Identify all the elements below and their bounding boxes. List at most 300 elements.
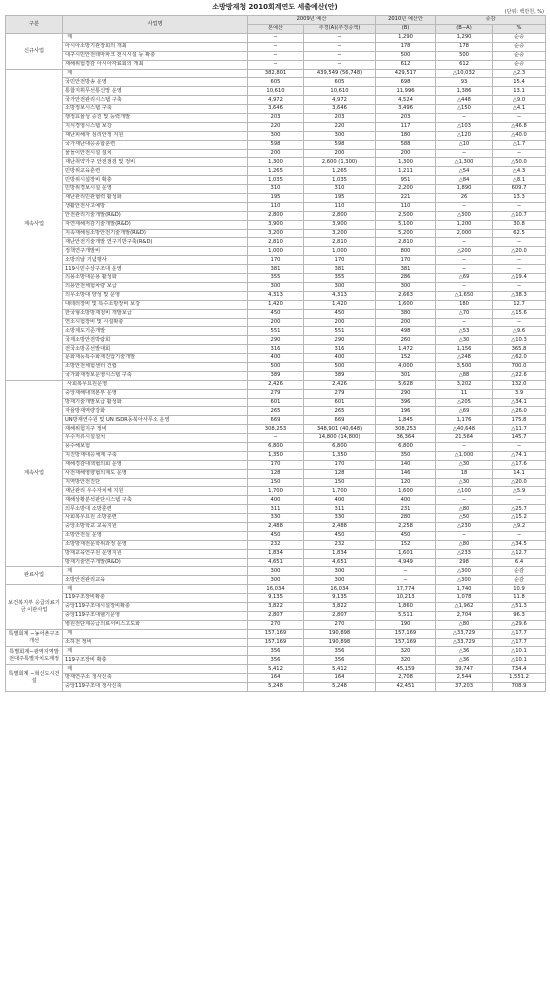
supplementary-budget-cell: 1,035: [304, 176, 376, 185]
request-2010-cell: 5,100: [376, 220, 436, 229]
project-name-cell: UN방재연수원 및 UN ISDR동북아사무소 운영: [63, 416, 248, 425]
pct-cell: △8.1: [493, 176, 546, 185]
original-budget-cell: −: [248, 60, 304, 69]
project-name-cell: 소방의날 기념행사: [63, 256, 248, 265]
table-row: [6, 51, 546, 60]
supplementary-budget-cell: 4,651: [304, 558, 376, 567]
request-2010-cell: 180: [376, 131, 436, 140]
pct-cell: △15.6: [493, 309, 546, 318]
pct-cell: 10.9: [493, 585, 546, 594]
original-budget-cell: 203: [248, 114, 304, 123]
table-row: [6, 105, 546, 114]
project-name-cell: 재해위험경감 아시아각료회의 개최: [63, 60, 248, 69]
pct-cell: 30.8: [493, 220, 546, 229]
table-row: [6, 34, 546, 43]
diff-cell: 2,544: [436, 674, 493, 683]
diff-cell: △40,648: [436, 425, 493, 434]
diff-cell: 39,747: [436, 665, 493, 674]
pct-cell: △10.3: [493, 336, 546, 345]
project-name-cell: 자연재해저감기술개발(R&D): [63, 220, 248, 229]
project-name-cell: 중앙119구조대시설장비확충: [63, 603, 248, 612]
supplementary-budget-cell: 110: [304, 202, 376, 211]
request-2010-cell: 400: [376, 496, 436, 505]
table-row: [6, 122, 546, 131]
table-row: [6, 318, 546, 327]
pct-cell: 734.4: [493, 665, 546, 674]
request-2010-cell: 1,472: [376, 345, 436, 354]
request-2010-cell: 320: [376, 656, 436, 665]
table-row: [6, 149, 546, 158]
request-2010-cell: 300: [376, 282, 436, 291]
original-budget-cell: 669: [248, 416, 304, 425]
request-2010-cell: 1,300: [376, 158, 436, 167]
pct-cell: △20.0: [493, 247, 546, 256]
project-name-cell: 대테러장비 및 특수소방장비 보강: [63, 300, 248, 309]
diff-cell: △233: [436, 549, 493, 558]
diff-cell: △10: [436, 140, 493, 149]
project-name-cell: 재해경감대책협의회 운영: [63, 460, 248, 469]
project-name-cell: 방재연구소 청사신축: [63, 674, 248, 683]
supplementary-budget-cell: 200: [304, 149, 376, 158]
pct-cell: △4.1: [493, 105, 546, 114]
pct-cell: △9.0: [493, 96, 546, 105]
request-2010-cell: 301: [376, 371, 436, 380]
supplementary-budget-cell: 669: [304, 416, 376, 425]
supplementary-budget-cell: 232: [304, 540, 376, 549]
original-budget-cell: 400: [248, 354, 304, 363]
table-row: [6, 300, 546, 309]
diff-cell: 21,564: [436, 434, 493, 443]
request-2010-cell: 280: [376, 514, 436, 523]
request-2010-cell: 290: [376, 389, 436, 398]
request-2010-cell: 350: [376, 451, 436, 460]
project-name-cell: 재난피해자 심리안정 지원: [63, 131, 248, 140]
supplementary-budget-cell: 5,412: [304, 665, 376, 674]
request-2010-cell: 110: [376, 202, 436, 211]
request-2010-cell: 152: [376, 354, 436, 363]
supplementary-budget-cell: 3,900: [304, 220, 376, 229]
request-2010-cell: 1,600: [376, 300, 436, 309]
table-row: [6, 469, 546, 478]
header-row-1: [6, 16, 546, 25]
supplementary-budget-cell: 310: [304, 185, 376, 194]
header-budget-2009: 2009년 예산: [248, 16, 376, 25]
table-row: [6, 416, 546, 425]
request-2010-cell: 157,169: [376, 629, 436, 638]
pct-cell: 13.3: [493, 194, 546, 203]
request-2010-cell: 500: [376, 51, 436, 60]
project-name-cell: 재난취약가구 안전점검 및 정비: [63, 158, 248, 167]
table-row: [6, 594, 546, 603]
project-name-cell: 자율방재역량강화: [63, 407, 248, 416]
table-row: [6, 380, 546, 389]
pct-cell: △25.7: [493, 505, 546, 514]
project-name-cell: 계: [63, 585, 248, 594]
project-name-cell: 119시민수상구조대 운영: [63, 265, 248, 274]
pct-cell: △26.0: [493, 407, 546, 416]
project-name-cell: 재해위험지구 정비: [63, 425, 248, 434]
project-name-cell: 중앙119구조대헬기운영: [63, 611, 248, 620]
supplementary-budget-cell: 220: [304, 122, 376, 131]
pct-cell: △46.8: [493, 122, 546, 131]
supplementary-budget-cell: 265: [304, 407, 376, 416]
table-row: [6, 425, 546, 434]
table-row: [6, 540, 546, 549]
original-budget-cell: 598: [248, 140, 304, 149]
original-budget-cell: 2,810: [248, 238, 304, 247]
request-2010-cell: 4,524: [376, 96, 436, 105]
diff-cell: △30: [436, 336, 493, 345]
diff-cell: △120: [436, 131, 493, 140]
original-budget-cell: 16,034: [248, 585, 304, 594]
pct-cell: 700.0: [493, 362, 546, 371]
project-name-cell: 국가화재정보운영시스템 구축: [63, 371, 248, 380]
supplementary-budget-cell: 601: [304, 398, 376, 407]
diff-cell: −: [436, 282, 493, 291]
project-name-cell: 물놀이안전시설 설치: [63, 149, 248, 158]
original-budget-cell: −: [248, 51, 304, 60]
original-budget-cell: 1,700: [248, 487, 304, 496]
diff-cell: −: [436, 442, 493, 451]
table-row: [6, 42, 546, 51]
diff-cell: △80: [436, 505, 493, 514]
supplementary-budget-cell: 500: [304, 362, 376, 371]
request-2010-cell: 588: [376, 140, 436, 149]
table-row: [6, 451, 546, 460]
supplementary-budget-cell: 279: [304, 389, 376, 398]
diff-cell: 3,202: [436, 380, 493, 389]
table-row: [6, 211, 546, 220]
pct-cell: 132.0: [493, 380, 546, 389]
diff-cell: −: [436, 256, 493, 265]
pct-cell: △15.2: [493, 514, 546, 523]
diff-cell: △30: [436, 478, 493, 487]
original-budget-cell: 1,350: [248, 451, 304, 460]
pct-cell: 96.3: [493, 611, 546, 620]
diff-cell: △50: [436, 514, 493, 523]
supplementary-budget-cell: 300: [304, 131, 376, 140]
diff-cell: △84: [436, 176, 493, 185]
pct-cell: −: [493, 238, 546, 247]
request-2010-cell: 6,800: [376, 442, 436, 451]
table-row: [6, 674, 546, 683]
table-body: [6, 34, 546, 692]
original-budget-cell: 316: [248, 345, 304, 354]
table-row: [6, 362, 546, 371]
request-2010-cell: 203: [376, 114, 436, 123]
table-row: [6, 629, 546, 638]
request-2010-cell: 200: [376, 318, 436, 327]
project-name-cell: 정책연구개발비: [63, 247, 248, 256]
project-name-cell: 전국소방공선발대회: [63, 345, 248, 354]
table-row: [6, 256, 546, 265]
diff-cell: △1,650: [436, 291, 493, 300]
request-2010-cell: 2,500: [376, 211, 436, 220]
pct-cell: △74.1: [493, 451, 546, 460]
pct-cell: △38.3: [493, 291, 546, 300]
original-budget-cell: 279: [248, 389, 304, 398]
table-row: [6, 638, 546, 647]
request-2010-cell: 612: [376, 60, 436, 69]
supplementary-budget-cell: −: [304, 42, 376, 51]
project-name-cell: 민방위경보시설 운영: [63, 185, 248, 194]
supplementary-budget-cell: 2,807: [304, 611, 376, 620]
supplementary-budget-cell: 190,898: [304, 629, 376, 638]
diff-cell: △88: [436, 371, 493, 380]
project-name-cell: 소방안전실 운영: [63, 531, 248, 540]
project-name-cell: 119구조장비확충: [63, 594, 248, 603]
table-row: [6, 274, 546, 283]
original-budget-cell: 4,651: [248, 558, 304, 567]
pct-cell: △20.0: [493, 478, 546, 487]
diff-cell: △80: [436, 620, 493, 629]
project-name-cell: 연소시험장비 및 시설확충: [63, 318, 248, 327]
pct-cell: △4.3: [493, 167, 546, 176]
supplementary-budget-cell: 5,248: [304, 683, 376, 692]
request-2010-cell: 1,211: [376, 167, 436, 176]
original-budget-cell: 308,253: [248, 425, 304, 434]
diff-cell: △103: [436, 122, 493, 131]
pct-cell: △50.0: [493, 158, 546, 167]
original-budget-cell: 4,972: [248, 96, 304, 105]
table-row: [6, 647, 546, 656]
request-2010-cell: 196: [376, 407, 436, 416]
project-name-cell: 사전재해영향협의제도 운영: [63, 469, 248, 478]
original-budget-cell: 2,807: [248, 611, 304, 620]
original-budget-cell: 6,800: [248, 442, 304, 451]
project-name-cell: 중앙119구조대 청사신축: [63, 683, 248, 692]
pct-cell: 13.1: [493, 87, 546, 96]
diff-cell: △36: [436, 656, 493, 665]
original-budget-cell: 601: [248, 398, 304, 407]
project-name-cell: 행정효율성 증진 및 능력개발: [63, 114, 248, 123]
original-budget-cell: 381: [248, 265, 304, 274]
pct-cell: 15.4: [493, 78, 546, 87]
diff-cell: 1,176: [436, 416, 493, 425]
original-budget-cell: 1,035: [248, 176, 304, 185]
diff-cell: 1,890: [436, 185, 493, 194]
original-budget-cell: 170: [248, 256, 304, 265]
request-2010-cell: 3,496: [376, 105, 436, 114]
original-budget-cell: 3,646: [248, 105, 304, 114]
request-2010-cell: 381: [376, 265, 436, 274]
diff-cell: 93: [436, 78, 493, 87]
supplementary-budget-cell: 195: [304, 194, 376, 203]
original-budget-cell: 3,822: [248, 603, 304, 612]
request-2010-cell: 190: [376, 620, 436, 629]
table-row: [6, 140, 546, 149]
project-name-cell: 의무소방대 소방훈련: [63, 505, 248, 514]
table-row: [6, 247, 546, 256]
request-2010-cell: 2,200: [376, 185, 436, 194]
pct-cell: △9.2: [493, 522, 546, 531]
project-name-cell: 아시아소방기관장회의 개최: [63, 42, 248, 51]
table-row: [6, 336, 546, 345]
original-budget-cell: 5,412: [248, 665, 304, 674]
project-name-cell: 방재기술개발보급 활성화: [63, 398, 248, 407]
original-budget-cell: 290: [248, 336, 304, 345]
supplementary-budget-cell: 400: [304, 496, 376, 505]
pct-cell: △17.6: [493, 460, 546, 469]
header-request-2010-sub: (B): [376, 25, 436, 34]
project-name-cell: 계: [63, 665, 248, 674]
pct-cell: 순감: [493, 567, 546, 576]
project-name-cell: 민방위시설장비 확충: [63, 176, 248, 185]
original-budget-cell: 310: [248, 185, 304, 194]
pct-cell: −: [493, 114, 546, 123]
table-row: [6, 282, 546, 291]
supplementary-budget-cell: 355: [304, 274, 376, 283]
project-name-cell: 병원전단계응급의료서비스고도화: [63, 620, 248, 629]
table-row: [6, 398, 546, 407]
pct-cell: 3.9: [493, 389, 546, 398]
supplementary-budget-cell: 551: [304, 327, 376, 336]
table-row: [6, 576, 546, 585]
project-name-cell: 계: [63, 69, 248, 78]
original-budget-cell: 2,426: [248, 380, 304, 389]
supplementary-budget-cell: 200: [304, 318, 376, 327]
supplementary-budget-cell: 164: [304, 674, 376, 683]
original-budget-cell: 300: [248, 282, 304, 291]
header-project: 사업명: [63, 16, 248, 34]
pct-cell: −: [493, 318, 546, 327]
original-budget-cell: 1,000: [248, 247, 304, 256]
project-name-cell: 소하천 정비: [63, 638, 248, 647]
supplementary-budget-cell: 10,610: [304, 87, 376, 96]
table-row: [6, 567, 546, 576]
project-name-cell: 계: [63, 629, 248, 638]
original-budget-cell: 389: [248, 371, 304, 380]
table-row: [6, 549, 546, 558]
request-2010-cell: 178: [376, 42, 436, 51]
pct-cell: −: [493, 442, 546, 451]
pct-cell: 11.8: [493, 594, 546, 603]
project-name-cell: 재난안전기술개발 연구기반구축(R&D): [63, 238, 248, 247]
project-name-cell: 지진방재대응체계 구축: [63, 451, 248, 460]
category-cell: 완료사업: [6, 567, 63, 585]
pct-cell: 순증: [493, 60, 546, 69]
diff-cell: △36: [436, 647, 493, 656]
project-name-cell: 지속재해심소방안전기술개발(R&D): [63, 229, 248, 238]
pct-cell: 708.9: [493, 683, 546, 692]
diff-cell: 26: [436, 194, 493, 203]
diff-cell: 2,000: [436, 229, 493, 238]
diff-cell: 3,500: [436, 362, 493, 371]
request-2010-cell: 152: [376, 540, 436, 549]
request-2010-cell: 1,845: [376, 416, 436, 425]
original-budget-cell: −: [248, 434, 304, 443]
project-name-cell: 119구조장비 확충: [63, 656, 248, 665]
request-2010-cell: 1,600: [376, 487, 436, 496]
supplementary-budget-cell: 203: [304, 114, 376, 123]
header-pct: %: [493, 25, 546, 34]
request-2010-cell: 11,996: [376, 87, 436, 96]
table-row: [6, 460, 546, 469]
original-budget-cell: 9,135: [248, 594, 304, 603]
diff-cell: 1,386: [436, 87, 493, 96]
supplementary-budget-cell: 14,800 (14,800): [304, 434, 376, 443]
supplementary-budget-cell: 300: [304, 282, 376, 291]
supplementary-budget-cell: 450: [304, 531, 376, 540]
diff-cell: △33,729: [436, 629, 493, 638]
original-budget-cell: 110: [248, 202, 304, 211]
project-name-cell: 중앙소방학교 교육지원: [63, 522, 248, 531]
supplementary-budget-cell: 9,135: [304, 594, 376, 603]
diff-cell: △1,300: [436, 158, 493, 167]
table-row: [6, 87, 546, 96]
diff-cell: 298: [436, 558, 493, 567]
pct-cell: 12.7: [493, 300, 546, 309]
diff-cell: △200: [436, 247, 493, 256]
supplementary-budget-cell: 300: [304, 567, 376, 576]
project-name-cell: 우수저류시설설치: [63, 434, 248, 443]
original-budget-cell: −: [248, 42, 304, 51]
table-row: [6, 131, 546, 140]
pct-cell: △17.7: [493, 638, 546, 647]
table-row: [6, 238, 546, 247]
diff-cell: △300: [436, 211, 493, 220]
project-name-cell: 국가재난대응종합훈련: [63, 140, 248, 149]
original-budget-cell: 551: [248, 327, 304, 336]
diff-cell: −: [436, 265, 493, 274]
project-name-cell: 통합지휘무선통신망 운영: [63, 87, 248, 96]
diff-cell: 1,078: [436, 594, 493, 603]
request-2010-cell: 1,601: [376, 549, 436, 558]
table-row: [6, 389, 546, 398]
diff-cell: △54: [436, 167, 493, 176]
project-name-cell: 안전관리기술개발(R&D): [63, 211, 248, 220]
table-row: [6, 202, 546, 211]
request-2010-cell: 157,169: [376, 638, 436, 647]
request-2010-cell: 146: [376, 469, 436, 478]
original-budget-cell: 311: [248, 505, 304, 514]
table-row: [6, 683, 546, 692]
project-name-cell: 계: [63, 34, 248, 43]
diff-cell: −: [436, 496, 493, 505]
table-row: [6, 611, 546, 620]
project-name-cell: 재난관리민관협력 활성화: [63, 194, 248, 203]
diff-cell: △69: [436, 274, 493, 283]
supplementary-budget-cell: 356: [304, 647, 376, 656]
project-name-cell: 의용안전체험차량 보급: [63, 282, 248, 291]
diff-cell: △230: [436, 522, 493, 531]
request-2010-cell: −: [376, 576, 436, 585]
pct-cell: 145.7: [493, 434, 546, 443]
original-budget-cell: 270: [248, 620, 304, 629]
project-name-cell: 한국형소방방재청비 개발보급: [63, 309, 248, 318]
table-row: [6, 487, 546, 496]
supplementary-budget-cell: 450: [304, 309, 376, 318]
pct-cell: 365.8: [493, 345, 546, 354]
table-row: [6, 514, 546, 523]
pct-cell: △51.3: [493, 603, 546, 612]
supplementary-budget-cell: 2,426: [304, 380, 376, 389]
table-row: [6, 442, 546, 451]
supplementary-budget-cell: 348,901 (40,648): [304, 425, 376, 434]
original-budget-cell: 450: [248, 309, 304, 318]
project-name-cell: 계: [63, 647, 248, 656]
request-2010-cell: 5,200: [376, 229, 436, 238]
request-2010-cell: 45,159: [376, 665, 436, 674]
supplementary-budget-cell: 128: [304, 469, 376, 478]
pct-cell: △34.1: [493, 398, 546, 407]
diff-cell: △1,000: [436, 451, 493, 460]
original-budget-cell: 157,169: [248, 638, 304, 647]
original-budget-cell: 300: [248, 576, 304, 585]
pct-cell: 순증: [493, 51, 546, 60]
original-budget-cell: 355: [248, 274, 304, 283]
category-cell: 보건복지부 응급의료기금 이관사업: [6, 585, 63, 629]
